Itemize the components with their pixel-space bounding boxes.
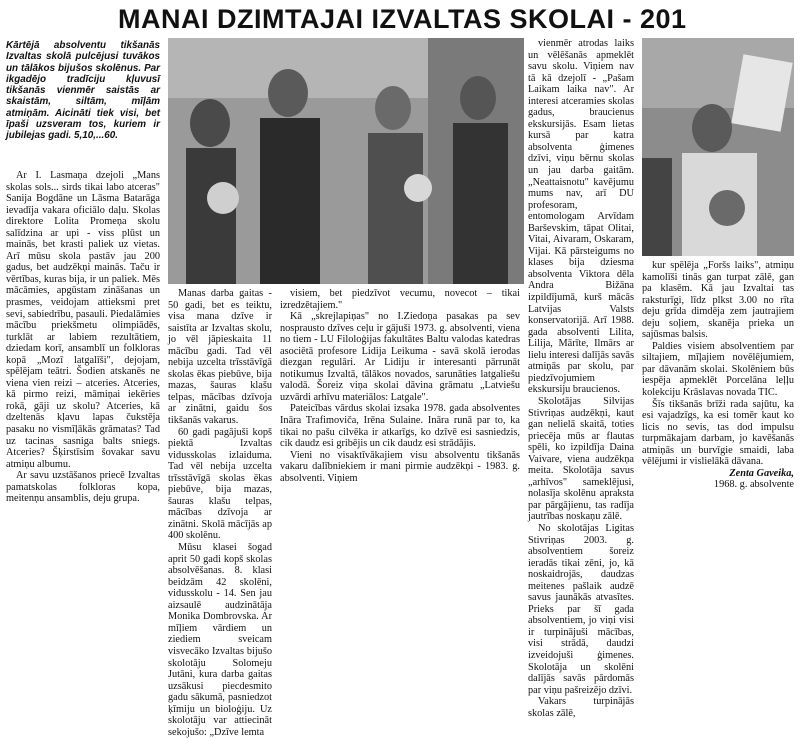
- paragraph: Mūsu klasei šogad aprit 50 gadi kopš skolas absolvēšanas. 8. klasi beidzām 42 skolēni, vidusskolu - 14. Sen jau aizsaulē audzinātāja Monika Dombrovska. Ar mīļiem vārdiem un ziediem sveicam visvecāko Izvaltas bijušo skolotāju Solomeju Jutāni, kura darba gaitas uzsākusi piecdesmito gadu sākumā, pasniedzot ķīmiju un bioloģiju. Uz skolotāju var attiecināt sekojušo: „Dzīve lemta: [168, 542, 272, 738]
- article-column-3: [280, 288, 520, 562]
- photo-group-flowers: [168, 38, 524, 284]
- paragraph: Ar I. Lasmaņa dzejoli „Mans skolas sols... sirds tikai labo atceras" Sanija Bogdāne un Lāsma Batarāga ievadīja vakara oficiālo daļu. Skolas direktore Lolita Promeņa skolu salīdzina ar upi - viss plūst un mainās, bet krasti paliek uz vietas. Arī mūsu skola pastāv jau 200 gadus, bet audzēkņi mainās. Taču ir vērtības, kuras bija, ir un paliek. Mēs mācāmies, apgūstam zināšanas un prasmes, veidojam attieksmi pret sevi, sabiedrību, pasauli. Piedalāmies mācību priekšmetu olimpiādēs, turklāt ar labiem rezultātiem, dziedam korī, ansamblī un folkloras kopā „Mozī latgalīši", dejojam, spēlējam teātri. Šodien atskanēs ne viena vien reizi – atceries. Atceries, kā pirmo reizi, māmiņai iekēries rokā, gāji uz skolu? Atceries, kā dzeltenās kļavu lapas čukstēja pasaku no vismīļākās grāmatas? Tad uz tacinas sasniga balts sniegs. Atceries? Šķirstīsim šovakar savu atmiņu albumu.: [6, 170, 160, 470]
- paragraph: Skolotājas Silvijas Stivriņas audzēkņi, kaut gan nelielā skaitā, toties priecēja mūs ar flautas spēli, ko izpildīja Daina Vaivare, viena audzēkņa meita. Skolotāja savus „arhīvos" sameklējusi, nolasīja skolēnu apraksta par pārgājienu, tas radīja jautrības noskaņu zālē.: [528, 395, 634, 523]
- article-column-2: [168, 288, 272, 738]
- paragraph: Šīs tikšanās brīži rada sajūtu, ka esi vajadzīgs, ka esi tomēr kaut ko licis no sevis, tas dod impulsu turpmākajam darbam, jo kavēšanās atmiņās un burvīgie smaidi, laba vēlējumi ir vislielākā dāvana.: [642, 398, 794, 468]
- paragraph: No skolotājas Ligitas Stivriņas 2003. g. absolventiem šoreiz ieradās tikai zēni, jo, kā noskaidrojās, daudzas meitenes pašlaik audzē savus jaunākās atvasītes. Prieks par šī gada absolventiem, jo viņi visi ir turpinājuši mācības, visi strādā, daudzi izveidojuši ģimenes. Skolotāja un skolēni dalījās savās pārdomās par viņu pašreizējo dzīvi.: [528, 522, 634, 696]
- photo-speaker-book: [642, 38, 794, 256]
- paragraph: 60 gadi pagājuši kopš piektā Izvaltas vidusskolas izlaiduma. Tad vēl nebija uzcelta trīsstāvīgā skolas ēkas piebūve, bija mazas, šauras klašu telpas, mācības dzīvoja ar zinātni. Skolā mācījās ap 400 skolēnu.: [168, 426, 272, 542]
- lead-paragraph: Kārtējā absolventu tikšanās Izvaltas skolā pulcējusi tuvākos un tālākos bijušos skolēnus. Par ikgadējo tradīciju kļuvusī tikšanās vienmēr saistās ar skaistām, siltām, mīļām atmiņām. Aicināti tiek visi, bet īpaši uzsveram tos, kuriem ir jubilejas gadi. 5,10,...60.: [6, 40, 160, 142]
- paragraph: visiem, bet piedzīvot vecumu, novecot – tikai izredzētajiem.": [280, 288, 520, 311]
- author-signature: Zenta Gaveika,: [729, 467, 794, 479]
- paragraph: kur spēlēja „Foršs laiks", atmiņu kamolīši tinās gan turpat zālē, gan pa klasēm. Kā jau Izvaltai tas raksturīgi, līdz plkst 3.00 no rīta deju grīda dimdēja zem jautrajiem deju soļiem, skanēja prieka un sajūsmas balsis.: [642, 260, 794, 341]
- headline: MANAI DZIMTAJAI IZVALTAS SKOLAI - 201: [118, 4, 687, 34]
- author-note: 1968. g. absolvente: [713, 479, 794, 491]
- paragraph: Pateicības vārdus skolai izsaka 1978. gada absolventes Ināra Trafimoviča, Irēna Sulaine. Ināra runā par to, ka tikai no pašu cilvēka ir atkarīgs, ko dzīvē esi sasniedzis, cik daudz esi gribējis un cik daudz esi strādājis.: [280, 403, 520, 450]
- paragraph: Ar savu uzstāšanos priecē Izvaltas pamatskolas folkloras kopa, meitenņu ansamblis, deju grupa.: [6, 470, 160, 505]
- article-column-1: [6, 170, 160, 562]
- article-column-5: [642, 260, 794, 562]
- article-column-4: [528, 38, 634, 719]
- paragraph: vienmēr atrodas laiks un vēlēšanās apmeklēt savu skolu. Viņiem nav tā kā dzejolī - „Pašam Laikam laika nav". Ar interesi atceramies skolas gadus, braucienus ekskursijās. Esam lietas kursā par katra absolventa ģimenes dzīvi, viņu bērnu skolas un jau darba gaitām. „Neattaisnotu" kavējumu mums nav, arī DU profesoram, entomologam Arvīdam Barševskim, tāpat Olitai, Vitai, Aivaram, Oskaram, Vijai. Kā pārsteigums no klases bija dziesma absolventa Viktora dēla Andra Bižāna izpildījumā, kurš mācās Latvijas Valsts konservatorijā. Arī 1988. gada absolventi Lilita, Lilija, Mārīte, Ilmārs ar lielu interesi dalījās savās atmiņās par skolu, par piedzīvojumiem ekskursiju braucienos.: [528, 38, 634, 396]
- paragraph: Kā „skrejlapiņas" no I.Ziedoņa pasakas pa sev nosprausto dzīves ceļu ir gājuši 1973. g. absolventi, viena no tiem - LU Filoloģijas fakultātes Baltu valodas katedras asociētā profesore Lidija Leikuma - savā skolā ierodas diezgan regulāri. Ar Lidiju ir interesanti pārrunāt notikumus Izvaltā, tālākos novados, sarunāties latgaliešu valodā. Šoreiz viņa skolai dāvina grāmatu „Latviešu uzvārdi arhīvu materiālos: Latgale".: [280, 311, 520, 403]
- paragraph: Vieni no visaktīvākajiem visu absolventu tikšanās vakaru dalībniekiem ir mani pirmie audzēkņi - 1983. g. absolventi. Viņiem: [280, 449, 520, 484]
- paragraph: Vakars turpinājās skolas zālē,: [528, 696, 634, 719]
- paragraph: Manas darba gaitas - 50 gadi, bet es teiktu, visa mana dzīve ir saistīta ar Izvaltas skolu, jo vēl jāpieskaita 11 mācību gadi. Tad vēl nebija uzcelta trīsstāvīgā skolas ēkas piebūve, bija mazas, šauras klašu telpas, mācības dzīvoja ar zinātni, gaidu šos tikšanās vakarus.: [168, 288, 272, 427]
- paragraph: Paldies visiem absolventiem par siltajiem, mīļajiem novēlējumiem, par dāvanām skolai. Skolēniem būs iespēja apmeklēt Porcelāna leļļu kolekciju Krāslavas novada TIC.: [642, 340, 794, 399]
